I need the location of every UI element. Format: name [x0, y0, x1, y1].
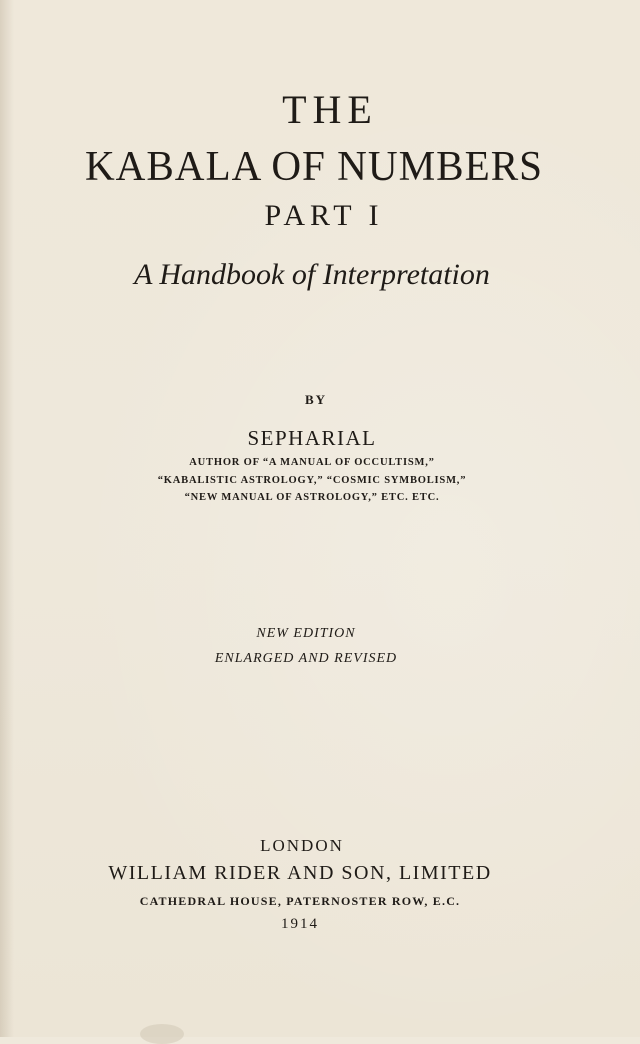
title-line-the: THE — [282, 87, 378, 132]
publication-year: 1914 — [281, 916, 319, 932]
subtitle: A Handbook of Interpretation — [134, 258, 490, 291]
edition-revision-note: ENLARGED AND REVISED — [214, 651, 398, 666]
publisher-name: WILLIAM RIDER AND SON, LIMITED — [108, 862, 492, 884]
edition-note: NEW EDITION — [256, 626, 356, 641]
paper-stain — [140, 1024, 184, 1044]
other-works-line: “NEW MANUAL OF ASTROLOGY,” ETC. ETC. — [184, 492, 440, 503]
by-label: BY — [304, 392, 328, 407]
publisher-city: LONDON — [260, 836, 344, 855]
part-number: PART I — [264, 199, 384, 232]
author-name: SEPHARIAL — [247, 426, 377, 450]
other-works-line: AUTHOR OF “A MANUAL OF OCCULTISM,” — [189, 457, 435, 468]
book-title: KABALA OF NUMBERS — [84, 144, 544, 190]
other-works-line: “KABALISTIC ASTROLOGY,” “COSMIC SYMBOLISM,” — [157, 475, 467, 486]
publisher-address: CATHEDRAL HOUSE, PATERNOSTER ROW, E.C. — [139, 894, 461, 908]
